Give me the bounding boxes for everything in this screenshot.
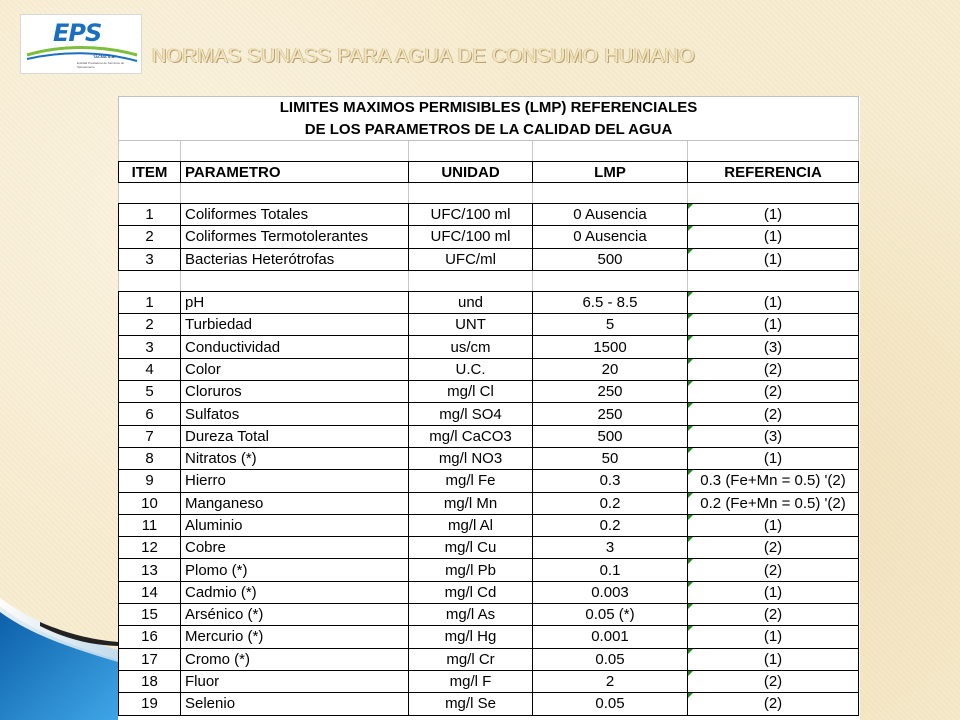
header-lmp: LMP — [533, 162, 688, 183]
logo-text: EPS — [53, 19, 102, 47]
cell-lmp: 0.003 — [533, 581, 688, 603]
cell-item: 6 — [119, 403, 181, 425]
cell-param: Nitratos (*) — [181, 447, 409, 469]
cell-lmp: 0 Ausencia — [533, 204, 688, 226]
cell-lmp: 250 — [533, 403, 688, 425]
table-header-row — [119, 162, 859, 183]
cell-unit: mg/l Cr — [409, 648, 533, 670]
cell-lmp: 20 — [533, 358, 688, 380]
cell-ref: (1) — [688, 447, 859, 469]
table-row — [119, 425, 859, 447]
cell-param: Sulfatos — [181, 403, 409, 425]
cell-lmp: 0.2 — [533, 492, 688, 514]
cell-param: Mercurio (*) — [181, 626, 409, 648]
cell-ref: 0.2 (Fe+Mn = 0.5) '(2) — [688, 492, 859, 514]
cell-lmp: 5 — [533, 314, 688, 336]
cell-item: 13 — [119, 559, 181, 581]
blue-wave-shape — [0, 606, 118, 720]
cell-ref: (3) — [688, 336, 859, 358]
cell-param: Arsénico (*) — [181, 604, 409, 626]
cell-ref: (1) — [688, 314, 859, 336]
cell-unit: mg/l As — [409, 604, 533, 626]
cell-lmp: 2 — [533, 670, 688, 692]
cell-unit: UNT — [409, 314, 533, 336]
cell-param: Color — [181, 358, 409, 380]
cell-item: 5 — [119, 381, 181, 403]
cell-lmp: 0.3 — [533, 470, 688, 492]
table-row — [119, 559, 859, 581]
cell-item: 14 — [119, 581, 181, 603]
cell-param: Cadmio (*) — [181, 581, 409, 603]
cell-item: 9 — [119, 470, 181, 492]
header-param: PARAMETRO — [181, 162, 409, 183]
table-row — [119, 381, 859, 403]
cell-item: 10 — [119, 492, 181, 514]
cell-item: 12 — [119, 537, 181, 559]
cell-ref: (1) — [688, 248, 859, 270]
cell-ref: (2) — [688, 537, 859, 559]
cell-param: Hierro — [181, 470, 409, 492]
cell-param: Conductividad — [181, 336, 409, 358]
cell-param: Dureza Total — [181, 425, 409, 447]
table-title-line1: LIMITES MAXIMOS PERMISIBLES (LMP) REFERENCIALES — [119, 97, 859, 119]
cell-item: 1 — [119, 204, 181, 226]
cell-param: Bacterias Heterótrofas — [181, 248, 409, 270]
blank-row — [119, 183, 859, 204]
cell-ref: (2) — [688, 381, 859, 403]
cell-ref: (2) — [688, 403, 859, 425]
cell-unit: UFC/ml — [409, 248, 533, 270]
cell-param: Fluor — [181, 670, 409, 692]
dark-wave-line — [40, 622, 118, 646]
cell-unit: UFC/100 ml — [409, 226, 533, 248]
cell-ref: (1) — [688, 291, 859, 313]
cell-item: 11 — [119, 514, 181, 536]
cell-unit: mg/l Mn — [409, 492, 533, 514]
table-row — [119, 492, 859, 514]
cell-unit: U.C. — [409, 358, 533, 380]
table-row — [119, 693, 859, 715]
cell-param: Coliformes Termotolerantes — [181, 226, 409, 248]
table-row — [119, 336, 859, 358]
cell-item: 18 — [119, 670, 181, 692]
cell-lmp: 0 Ausencia — [533, 226, 688, 248]
logo-subtitle: TACNA S.A. — [93, 54, 116, 59]
eps-logo — [20, 14, 142, 74]
table-title-row-1 — [119, 97, 859, 119]
cell-unit: mg/l Fe — [409, 470, 533, 492]
cell-param: Cloruros — [181, 381, 409, 403]
cell-item: 8 — [119, 447, 181, 469]
cell-item: 2 — [119, 314, 181, 336]
header-ref: REFERENCIA — [688, 162, 859, 183]
cell-unit: mg/l NO3 — [409, 447, 533, 469]
table-title-row-2 — [119, 119, 859, 141]
header-item: ITEM — [119, 162, 181, 183]
lmp-table — [118, 96, 859, 716]
cell-param: Cobre — [181, 537, 409, 559]
cell-item: 1 — [119, 291, 181, 313]
slide-title: NORMAS SUNASS PARA AGUA DE CONSUMO HUMANO — [152, 45, 696, 67]
cell-unit: UFC/100 ml — [409, 204, 533, 226]
cell-lmp: 250 — [533, 381, 688, 403]
cell-param: pH — [181, 291, 409, 313]
table-row — [119, 581, 859, 603]
cell-unit: mg/l Pb — [409, 559, 533, 581]
cell-unit: mg/l Cu — [409, 537, 533, 559]
cell-unit: mg/l Hg — [409, 626, 533, 648]
cell-lmp: 500 — [533, 248, 688, 270]
blank-row — [119, 141, 859, 162]
cell-param: Turbiedad — [181, 314, 409, 336]
cell-item: 3 — [119, 248, 181, 270]
cell-ref: (2) — [688, 670, 859, 692]
table-row — [119, 470, 859, 492]
table-row — [119, 248, 859, 270]
cell-unit: mg/l F — [409, 670, 533, 692]
cell-param: Coliformes Totales — [181, 204, 409, 226]
cell-ref: (1) — [688, 204, 859, 226]
cell-item: 7 — [119, 425, 181, 447]
table-row — [119, 447, 859, 469]
table-row — [119, 626, 859, 648]
cell-lmp: 1500 — [533, 336, 688, 358]
table-row — [119, 537, 859, 559]
cell-unit: mg/l CaCO3 — [409, 425, 533, 447]
cell-item: 15 — [119, 604, 181, 626]
cell-ref: (3) — [688, 425, 859, 447]
cell-ref: (2) — [688, 559, 859, 581]
cell-lmp: 0.001 — [533, 626, 688, 648]
cell-lmp: 3 — [533, 537, 688, 559]
table-row — [119, 314, 859, 336]
cell-param: Manganeso — [181, 492, 409, 514]
cell-ref: (1) — [688, 626, 859, 648]
table-row — [119, 291, 859, 313]
cell-unit: mg/l Cl — [409, 381, 533, 403]
light-wave-shape — [0, 598, 118, 662]
cell-item: 19 — [119, 693, 181, 715]
cell-unit: mg/l Se — [409, 693, 533, 715]
table-row — [119, 204, 859, 226]
cell-ref: (2) — [688, 693, 859, 715]
cell-lmp: 0.05 (*) — [533, 604, 688, 626]
cell-ref: (1) — [688, 514, 859, 536]
cell-item: 16 — [119, 626, 181, 648]
cell-ref: (1) — [688, 581, 859, 603]
cell-unit: mg/l Cd — [409, 581, 533, 603]
cell-param: Plomo (*) — [181, 559, 409, 581]
table-row — [119, 226, 859, 248]
blank-row — [119, 270, 859, 291]
cell-ref: (2) — [688, 604, 859, 626]
cell-param: Cromo (*) — [181, 648, 409, 670]
cell-unit: mg/l Al — [409, 514, 533, 536]
cell-lmp: 0.2 — [533, 514, 688, 536]
table-row — [119, 358, 859, 380]
table-row — [119, 514, 859, 536]
cell-lmp: 500 — [533, 425, 688, 447]
header-unit: UNIDAD — [409, 162, 533, 183]
spreadsheet-table — [118, 96, 860, 720]
cell-item: 3 — [119, 336, 181, 358]
table-row — [119, 648, 859, 670]
cell-unit: us/cm — [409, 336, 533, 358]
cell-ref: (1) — [688, 648, 859, 670]
cell-item: 4 — [119, 358, 181, 380]
cell-ref: (1) — [688, 226, 859, 248]
logo-tagline: Entidad Prestadora de Servicios de Saneamiento — [77, 61, 125, 69]
cell-unit: und — [409, 291, 533, 313]
cell-lmp: 50 — [533, 447, 688, 469]
cell-param: Aluminio — [181, 514, 409, 536]
table-row — [119, 403, 859, 425]
cell-ref: 0.3 (Fe+Mn = 0.5) '(2) — [688, 470, 859, 492]
table-title-line2: DE LOS PARAMETROS DE LA CALIDAD DEL AGUA — [119, 119, 859, 141]
cell-lmp: 0.05 — [533, 648, 688, 670]
cell-lmp: 6.5 - 8.5 — [533, 291, 688, 313]
cell-param: Selenio — [181, 693, 409, 715]
cell-unit: mg/l SO4 — [409, 403, 533, 425]
cell-lmp: 0.05 — [533, 693, 688, 715]
cell-ref: (2) — [688, 358, 859, 380]
table-row — [119, 670, 859, 692]
cell-item: 17 — [119, 648, 181, 670]
cell-lmp: 0.1 — [533, 559, 688, 581]
table-row — [119, 604, 859, 626]
cell-item: 2 — [119, 226, 181, 248]
